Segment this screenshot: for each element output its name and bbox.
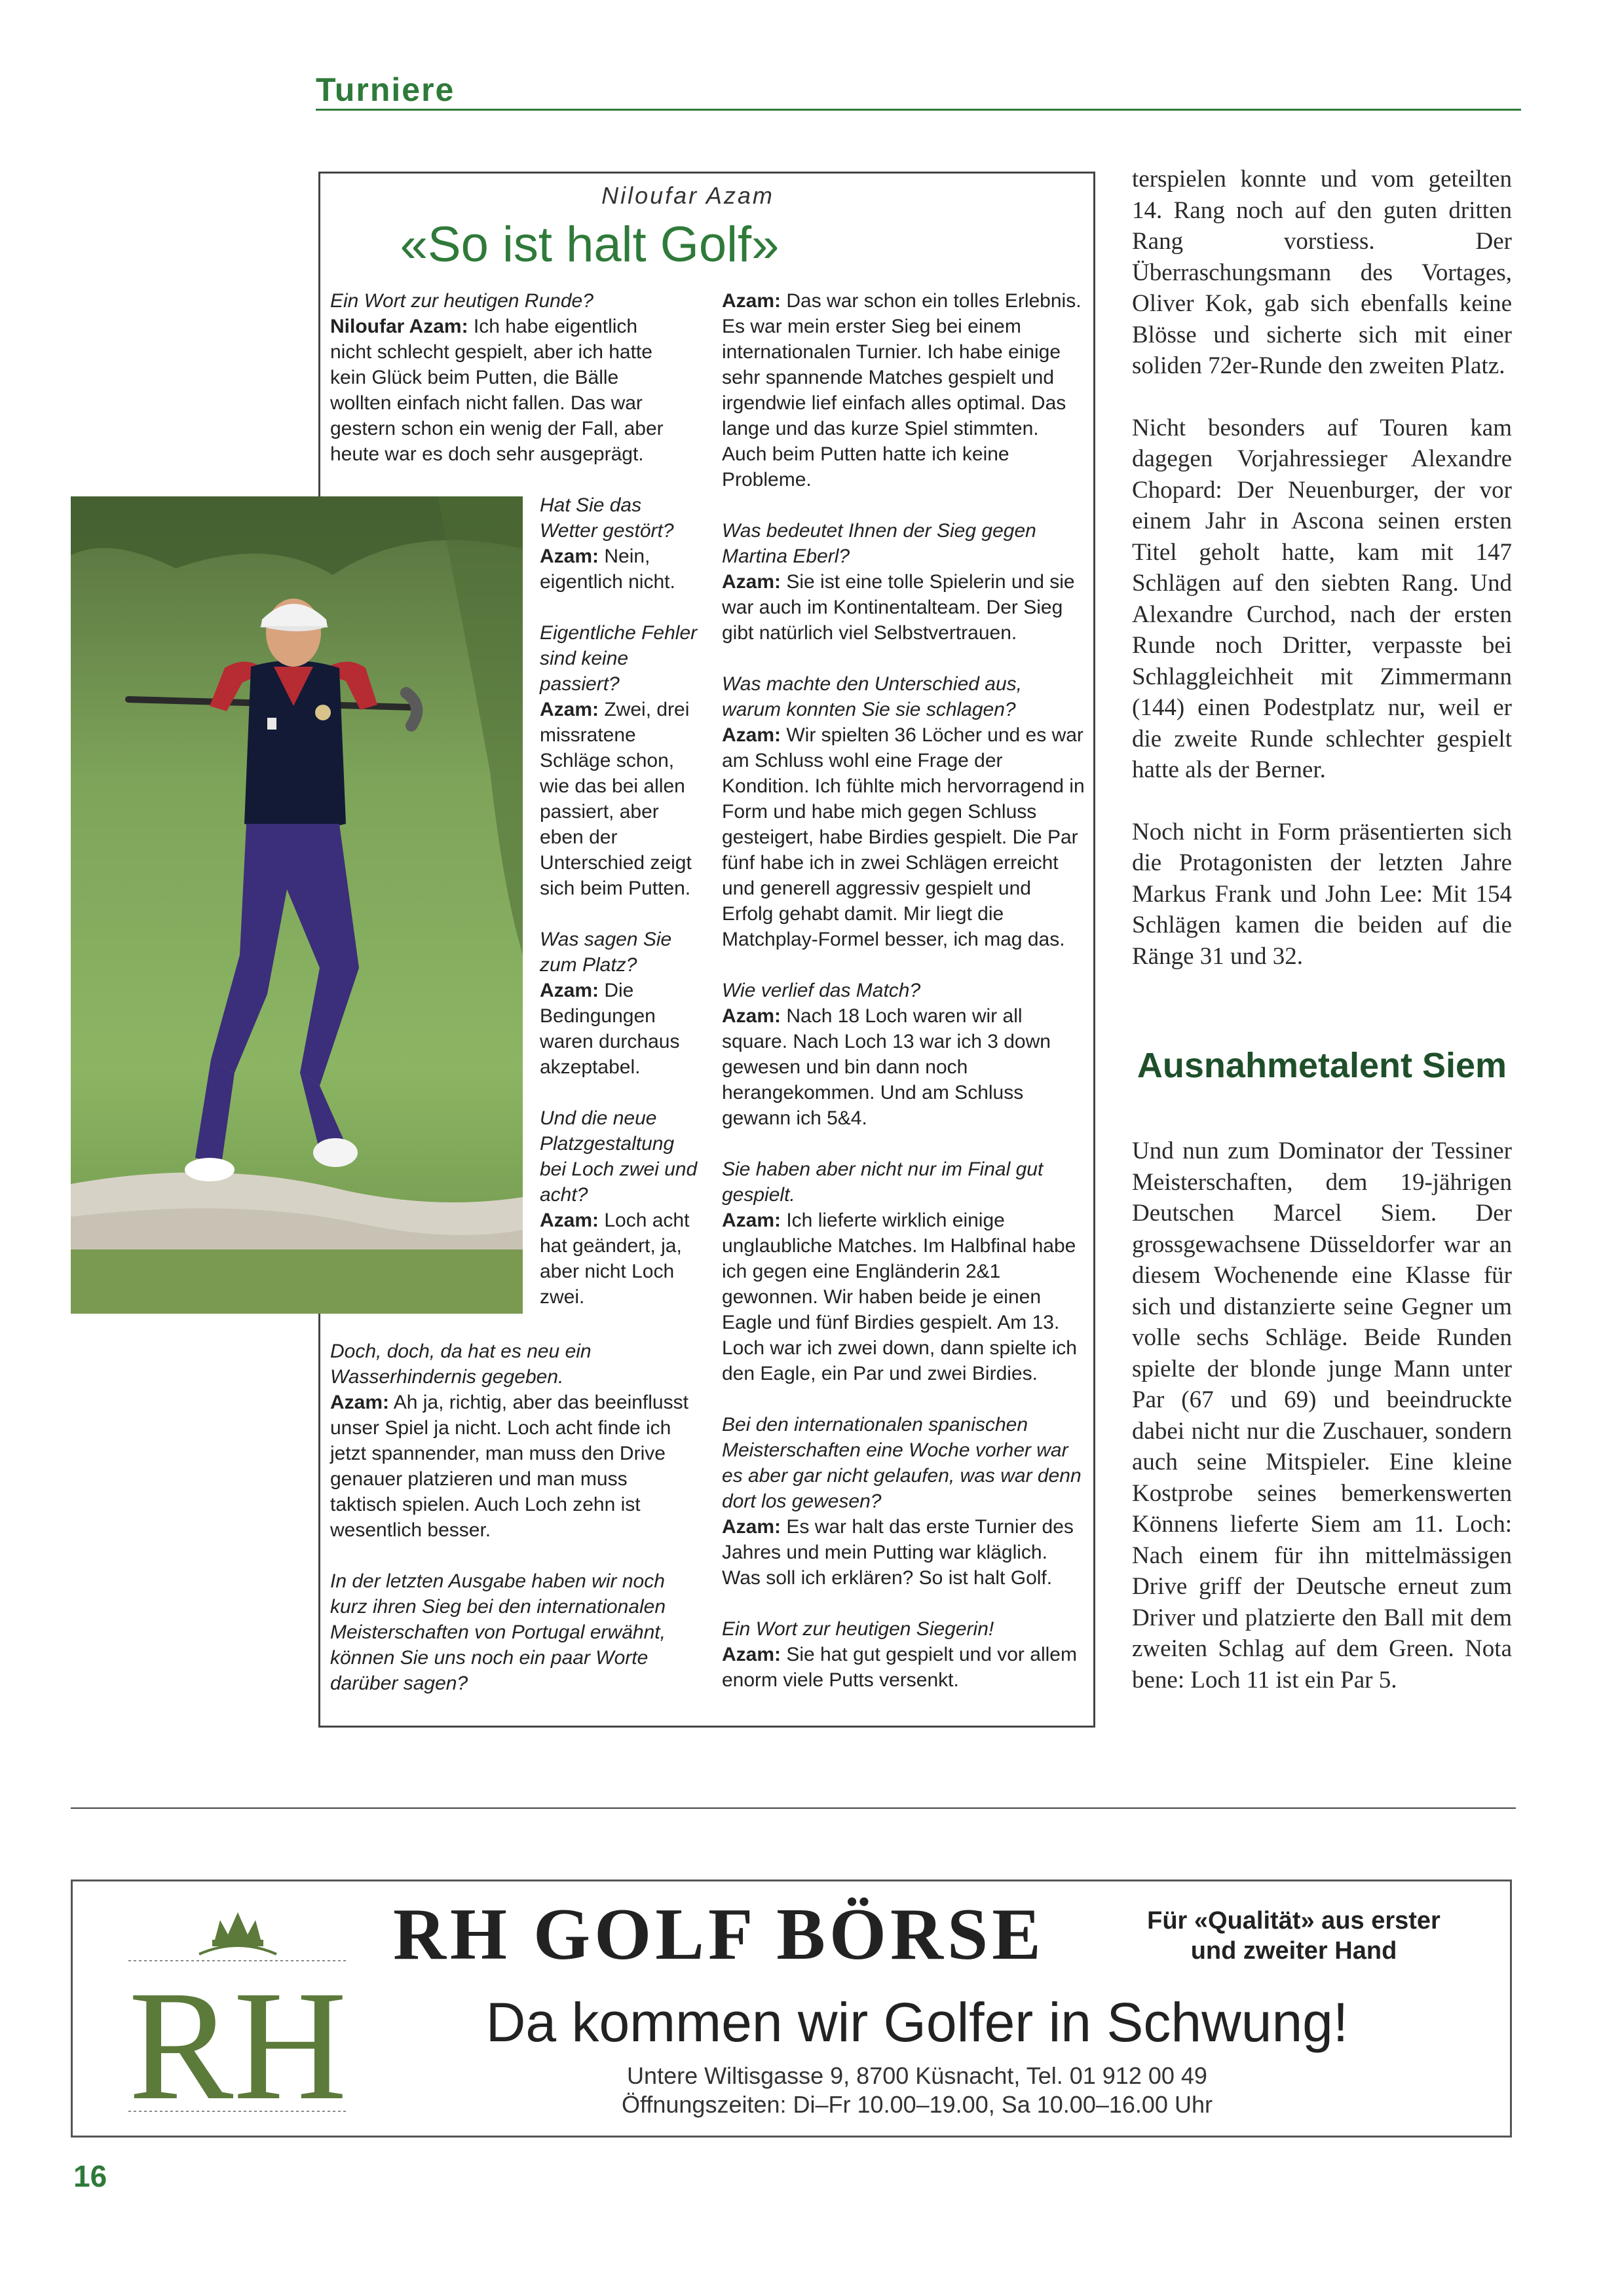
- qa-answer: Ich habe eigentlich nicht schlecht gespielt, aber ich hatte kein Glück beim Putten, die Bälle wollten einfach nicht fallen. Das war gestern schon ein wenig der Fall, aber heute war es doch sehr ausgeprägt.: [330, 316, 664, 465]
- qa-speaker: Azam:: [722, 1516, 782, 1538]
- qa-question: Sie haben aber nicht nur im Final gut gespielt.: [722, 1158, 1044, 1206]
- interview-headline: «So ist halt Golf»: [400, 217, 780, 272]
- qa-item: [722, 671, 1086, 952]
- qa-speaker: Azam:: [722, 1005, 782, 1027]
- qa-item: [330, 288, 677, 467]
- qa-item: [540, 927, 704, 1080]
- golfer-photo: [71, 496, 523, 1314]
- qa-item: [540, 492, 704, 595]
- qa-speaker: Azam:: [722, 290, 782, 312]
- qa-question: Ein Wort zur heutigen Siegerin!: [722, 1618, 994, 1640]
- qa-answer: Die Bedingungen waren durchaus akzeptabel.: [540, 980, 680, 1078]
- qa-item: [722, 518, 1086, 646]
- article-column-bottom: [1132, 1136, 1512, 1726]
- qa-answer: Nein, eigentlich nicht.: [540, 546, 675, 593]
- qa-speaker: Azam:: [540, 699, 599, 720]
- ad-address: Untere Wiltisgasse 9, 8700 Küsnacht, Tel. 01 912 00 49: [627, 2062, 1207, 2089]
- qa-item: [540, 1105, 704, 1310]
- ad-tagline: [1114, 1906, 1474, 1966]
- qa-answer: Zwei, drei missratene Schläge schon, wie das bei allen passiert, aber eben der Unterschied zeigt sich beim Putten.: [540, 699, 692, 899]
- qa-answer: Das war schon ein tolles Erlebnis. Es war mein erster Sieg bei einem internationalen Turnier. Ich habe einige sehr spannende Matches gespielt und irgendwie lief einfach alles optimal. Das lange und das kurze Spiel stimmten. Auch beim Putten hatte ich keine Probleme.: [722, 290, 1082, 491]
- article-paragraph: Und nun zum Dominator der Tessiner Meisterschaften, dem 19-jährigen Deutschen Marcel Siem. Der grossgewachsene Düsseldorfer war an diesem Wochenende eine Klasse für sich und distanzierte seine Gegner um volle sechs Schläge. Beide Runden spielte der blonde junge Mann unter Par (67 und 69) und beeindruckte dabei nicht nur die Zuschauer, sondern auch seine Mitspieler. Eine kleine Kostprobe seines bemerkenswerten Könnens lieferte Siem am 11. Loch: Nach einem für ihn mittelmässigen Drive griff der Deutsche erneut zum Driver und platzierte den Ball mit dem zweiten Schlag auf dem Green. Nota bene: Loch 11 ist ein Par 5.: [1132, 1138, 1512, 1694]
- section-rule: [316, 109, 1521, 111]
- qa-question: Und die neue Platzgestaltung bei Loch zwei und acht?: [540, 1107, 698, 1206]
- qa-answer: Loch acht hat geändert, ja, aber nicht Loch zwei.: [540, 1210, 690, 1308]
- qa-speaker: Niloufar Azam:: [330, 316, 468, 337]
- qa-question: Wie verlief das Match?: [722, 980, 921, 1001]
- qa-item: [722, 1616, 1086, 1693]
- qa-item: [722, 288, 1086, 492]
- qa-speaker: Azam:: [330, 1392, 390, 1413]
- interview-column-1b: [540, 492, 704, 1335]
- interview-column-1c: [330, 1339, 697, 1722]
- section-title: Turniere: [316, 71, 455, 108]
- qa-speaker: Azam:: [540, 546, 599, 567]
- qa-question: Bei den internationalen spanischen Meisterschaften eine Woche vorher war es aber gar nicht gelaufen, was war denn dort los gewesen?: [722, 1414, 1082, 1512]
- qa-item: [722, 978, 1086, 1131]
- article-paragraph: Noch nicht in Form präsentierten sich die Protagonisten der letzten Jahre Markus Frank und John Lee: Mit 154 Schlägen kamen die beiden auf die Ränge 31 und 32.: [1132, 818, 1512, 970]
- ad-tagline-line-2: und zweiter Hand: [1190, 1937, 1397, 1965]
- qa-speaker: Azam:: [722, 1210, 782, 1231]
- qa-answer: Ah ja, richtig, aber das beeinflusst unser Spiel ja nicht. Loch acht finde ich jetzt spannender, man muss den Drive genauer platzieren und man muss taktisch spielen. Auch Loch zehn ist wesentlich besser.: [330, 1392, 688, 1541]
- rh-logo: [128, 1898, 347, 2120]
- qa-question: In der letzten Ausgabe haben wir noch kurz ihren Sieg bei den internationalen Meisterschaften von Portugal erwähnt, können Sie uns noch ein paar Worte darüber sagen?: [330, 1570, 666, 1694]
- qa-item: [540, 620, 704, 901]
- qa-question: Eigentliche Fehler sind keine passiert?: [540, 622, 698, 695]
- rh-monogram: RH: [128, 1958, 347, 2120]
- qa-answer: Ich lieferte wirklich einige unglaubliche Matches. Im Halbfinal habe ich gegen eine Engländerin 2&1 gewonnen. Wir haben beide je einen Eagle und fünf Birdies gespielt. Am 13. Loch war ich zwei down, dann spielte ich den Eagle, ein Par und zwei Birdies.: [722, 1210, 1077, 1384]
- qa-speaker: Azam:: [722, 724, 782, 746]
- qa-item: [722, 1412, 1086, 1591]
- qa-question: Hat Sie das Wetter gestört?: [540, 494, 674, 542]
- qa-speaker: Azam:: [722, 1644, 782, 1665]
- article-paragraph: terspielen konnte und vom geteilten 14. Rang noch auf den guten dritten Rang vorstiess. Der Überraschungsmann des Vortages, Oliver Kok, gab sich ebenfalls keine Blösse und sicherte sich mit einer soliden 72er-Runde den zweiten Platz.: [1132, 166, 1512, 379]
- ad-separator-rule: [71, 1807, 1516, 1809]
- rh-logo-icon: [128, 1898, 347, 2120]
- golfer-illustration: [71, 496, 523, 1314]
- qa-question: Doch, doch, da hat es neu ein Wasserhindernis gegeben.: [330, 1341, 592, 1388]
- article-column-top: [1132, 164, 1512, 1003]
- qa-item: [722, 1157, 1086, 1386]
- ad-tagline-line-1: Für «Qualität» aus erster: [1147, 1907, 1441, 1935]
- page-number: 16: [73, 2159, 107, 2193]
- interview-column-2: [722, 288, 1086, 1718]
- qa-answer: Sie hat gut gespielt und vor allem enorm viele Putts versenkt.: [722, 1644, 1077, 1691]
- article-paragraph: Nicht besonders auf Touren kam dagegen Vorjahressieger Alexandre Chopard: Der Neuenburger, der vor einem Jahr in Ascona seinen ersten Titel geholt hatte, kam mit 147 Schlägen auf den siebten Rang. Und Alexandre Curchod, nach der ersten Runde noch Dritter, verpasste bei Schlaggleichheit mit Zimmermann (144) einen Podestplatz nur, weil er die zweite Runde schlechter gespielt hatte als der Berner.: [1132, 414, 1512, 783]
- ad-hours: Öffnungszeiten: Di–Fr 10.00–19.00, Sa 10.00–16.00 Uhr: [622, 2091, 1213, 2118]
- interview-column-1a: [330, 288, 677, 492]
- qa-answer: Wir spielten 36 Löcher und es war am Schluss wohl eine Frage der Kondition. Ich fühlte mich hervorragend in Form und habe mich gegen Schluss gesteigert, habe Birdies gespielt. Die Par fünf habe ich in zwei Schlägen erreicht und generell aggressiv gespielt und Erfolg gehabt damit. Mir liegt die Matchplay-Formel besser, ich mag das.: [722, 724, 1085, 950]
- qa-answer: Es war halt das erste Turnier des Jahres und mein Putting war kläglich. Was soll ich erklären? So ist halt Golf.: [722, 1516, 1074, 1589]
- interview-byline: Niloufar Azam: [601, 182, 774, 209]
- ad-brand-name: RH GOLF BÖRSE: [393, 1894, 1045, 1975]
- qa-question: Was machte den Unterschied aus, warum konnten Sie sie schlagen?: [722, 673, 1023, 720]
- ad-contact: [393, 2062, 1441, 2119]
- qa-answer: Nach 18 Loch waren wir all square. Nach Loch 13 war ich 3 down gewesen und bin dann noch herangekommen. Und am Schluss gewann ich 5&4.: [722, 1005, 1051, 1129]
- qa-question: Was bedeutet Ihnen der Sieg gegen Martina Eberl?: [722, 520, 1036, 567]
- qa-item: [330, 1339, 697, 1543]
- qa-speaker: Azam:: [722, 571, 782, 593]
- article-subheading: Ausnahmetalent Siem: [1137, 1046, 1507, 1085]
- ad-slogan: Da kommen wir Golfer in Schwung!: [485, 1991, 1349, 2053]
- qa-answer: Sie ist eine tolle Spielerin und sie war auch im Kontinentalteam. Der Sieg gibt natürlich viel Selbstvertrauen.: [722, 571, 1075, 644]
- qa-item: [330, 1568, 697, 1696]
- qa-question: Ein Wort zur heutigen Runde?: [330, 290, 593, 312]
- qa-question: Was sagen Sie zum Platz?: [540, 929, 672, 976]
- qa-speaker: Azam:: [540, 980, 599, 1001]
- qa-speaker: Azam:: [540, 1210, 599, 1231]
